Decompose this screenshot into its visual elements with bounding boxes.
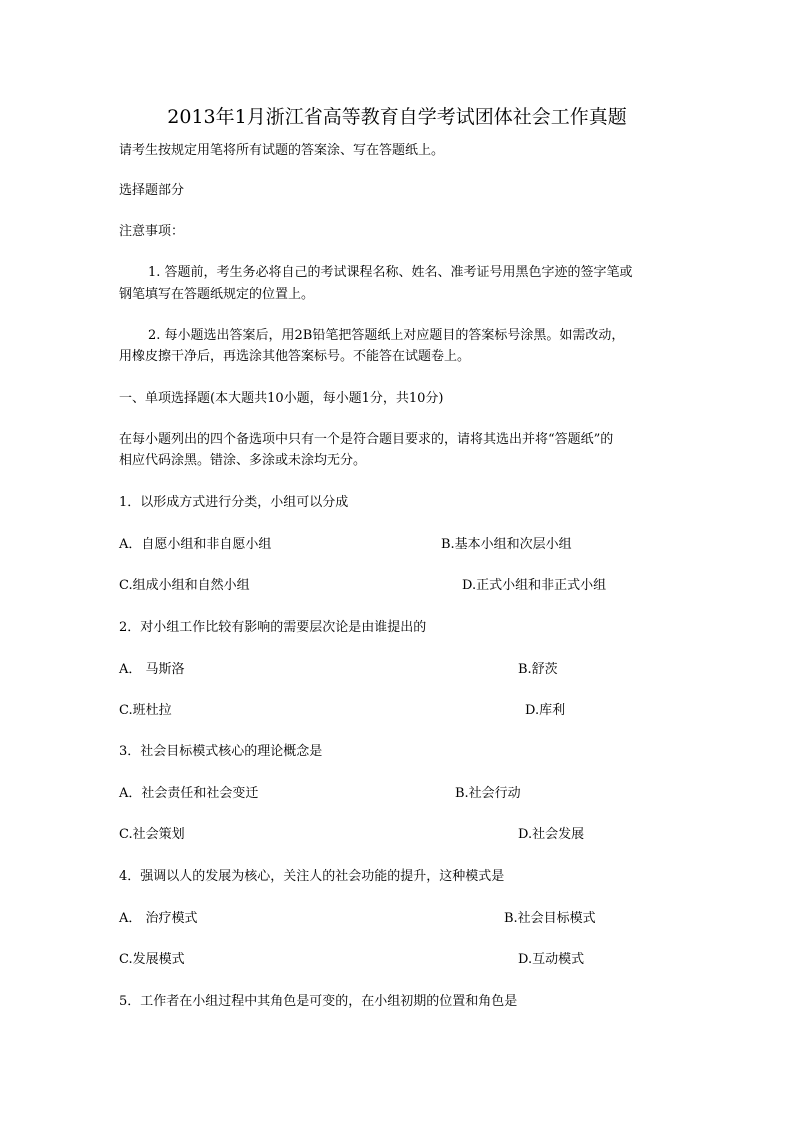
option-d: D.社会发展 xyxy=(518,827,585,842)
option-a: A．社会责任和社会变迁 xyxy=(119,786,259,801)
part-1-instruction-line-2: 相应代码涂黑。错涂、多涂或未涂均无分。 xyxy=(119,453,367,468)
question-stem: 5．工作者在小组过程中其角色是可变的，在小组初期的位置和角色是 xyxy=(119,994,518,1009)
question-stem: 2．对小组工作比较有影响的需要层次论是由谁提出的 xyxy=(119,620,427,635)
option-c: C.社会策划 xyxy=(119,827,185,842)
option-b: B.社会行动 xyxy=(455,786,521,801)
section-label: 选择题部分 xyxy=(119,183,185,198)
option-b: B.社会目标模式 xyxy=(504,911,596,926)
question-stem: 4．强调以人的发展为核心，关注人的社会功能的提升，这种模式是 xyxy=(119,869,505,884)
note-2-line-2: 用橡皮擦干净后，再选涂其他答案标号。不能答在试题卷上。 xyxy=(119,349,471,364)
option-d: D.互动模式 xyxy=(518,952,585,967)
option-c: C.发展模式 xyxy=(119,952,185,967)
option-d: D.正式小组和非正式小组 xyxy=(462,578,607,593)
question-stem: 3．社会目标模式核心的理论概念是 xyxy=(119,744,323,759)
option-a: A． 治疗模式 xyxy=(119,911,198,926)
exam-instruction: 请考生按规定用笔将所有试题的答案涂、写在答题纸上。 xyxy=(119,143,445,158)
option-b: B.基本小组和次层小组 xyxy=(441,537,572,552)
note-1-line-2: 钢笔填写在答题纸规定的位置上。 xyxy=(119,287,315,302)
option-c: C.班杜拉 xyxy=(119,703,172,718)
note-1-line-1: 1. 答题前，考生务必将自己的考试课程名称、姓名、准考证号用黑色字迹的签字笔或 xyxy=(148,265,633,280)
option-d: D.库利 xyxy=(525,703,566,718)
option-b: B.舒茨 xyxy=(518,662,558,677)
notes-label: 注意事项： xyxy=(119,224,185,239)
option-a: A． 马斯洛 xyxy=(119,662,185,677)
question-stem: 1．以形成方式进行分类，小组可以分成 xyxy=(119,495,349,510)
page-title: 2013年1月浙江省高等教育自学考试团体社会工作真题 xyxy=(167,106,627,128)
part-1-instruction-line-1: 在每小题列出的四个备选项中只有一个是符合题目要求的，请将其选出并将“答题纸”的 xyxy=(119,432,614,447)
part-1-heading: 一、单项选择题(本大题共10小题，每小题1分，共10分) xyxy=(119,391,444,406)
option-c: C.组成小组和自然小组 xyxy=(119,578,250,593)
note-2-line-1: 2. 每小题选出答案后，用2B铅笔把答题纸上对应题目的答案标号涂黑。如需改动， xyxy=(148,328,625,343)
option-a: A．自愿小组和非自愿小组 xyxy=(119,537,272,552)
